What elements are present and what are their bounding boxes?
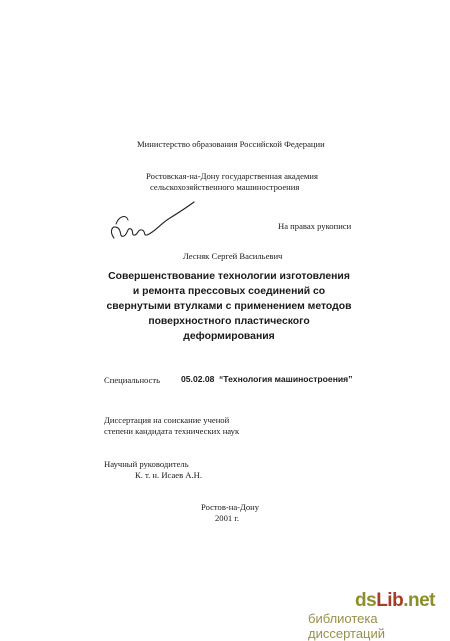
dissertation-purpose-line2: степени кандидата технических наук: [104, 426, 240, 436]
title-line-5: деформирования: [183, 331, 275, 342]
title-line-3: свернутыми втулками с применением методов: [106, 301, 352, 312]
academy-name-line1: Ростовская-на-Дону государственная академия: [146, 171, 318, 181]
city: Ростов-на-Дону: [201, 502, 260, 512]
specialty-name: “Технология машиностроения”: [219, 374, 353, 384]
dissertation-purpose-line1: Диссертация на соискание ученой: [104, 415, 230, 425]
supervisor-name: К. т. н. Исаев А.Н.: [135, 470, 202, 480]
ministry-name: Министерство образования Российской Федерации: [137, 139, 325, 149]
year: 2001 г.: [215, 513, 240, 523]
author-name: Лесняк Сергей Васильевич: [183, 251, 283, 261]
watermark-logo-lib: Lib: [376, 590, 404, 611]
specialty-code: 05.02.08: [181, 374, 215, 384]
specialty-label: Специальность: [104, 375, 161, 385]
watermark-logo[interactable]: [355, 590, 435, 612]
title-line-2: и ремонта прессовых соединений со: [132, 286, 326, 297]
watermark-logo-ds: ds: [355, 590, 377, 611]
supervisor-label: Научный руководитель: [104, 459, 189, 469]
title-line-1: Совершенствование технологии изготовления: [108, 271, 350, 282]
rights-note: На правах рукописи: [278, 221, 352, 231]
dissertation-title: [88, 269, 370, 344]
watermark-logo-net: .net: [403, 590, 435, 611]
title-line-4: поверхностного пластического: [148, 316, 310, 327]
watermark-subtitle: библиотека диссертаций: [308, 611, 386, 641]
academy-name-line2: сельскохозяйственного машиностроения: [150, 182, 300, 192]
handwritten-signature: [100, 194, 200, 250]
